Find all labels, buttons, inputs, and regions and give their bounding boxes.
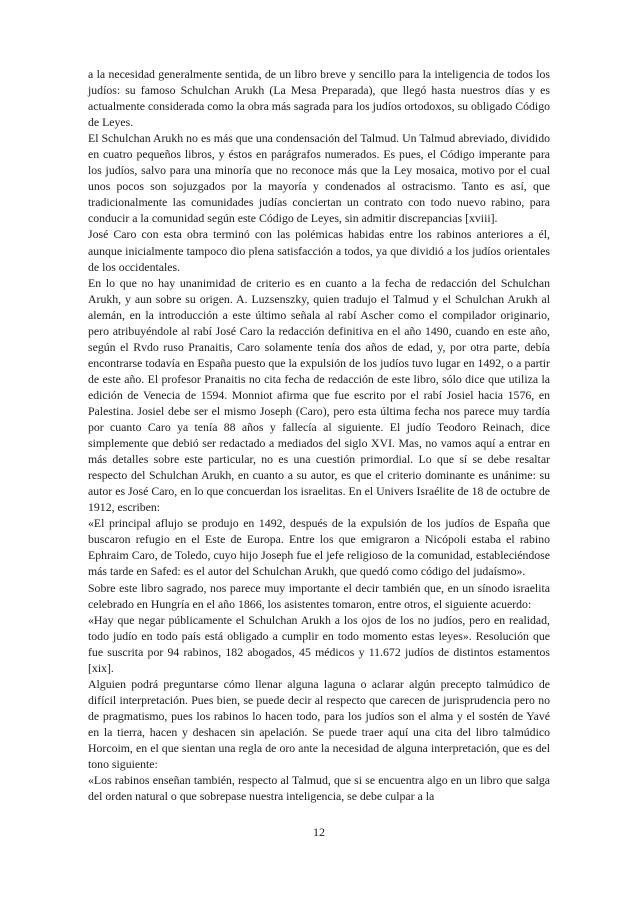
paragraph-1: a la necesidad generalmente sentida, de un libro breve y sencillo para la inteligencia de todos los judíos: su famoso Schulchan Arukh (La Mesa Preparada), que llegó hasta nuestros días y es actualmente considerada como la obra más sagrada para los judíos ortodoxos, su obligado Código de Leyes. — [88, 67, 550, 130]
paragraph-5: Sobre este libro sagrado, nos parece muy importante el decir también que, en un sínodo israelita celebrado en Hungría en el año 1866, los asistentes tomaron, entre otros, el siguiente acuerdo: — [88, 580, 550, 611]
quote-paragraph-2: «Hay que negar públicamente el Schulchan Arukh a los ojos de los no judíos, pero en realidad, todo judío en todo país está obligado a cumplir en todo momento estas leyes». Resolución que fue suscrita por 94 rabinos, 182 abogados, 45 médicos y 11.672 judíos de distintos estamentos [xix]. — [88, 612, 550, 675]
quote-paragraph-3: «Los rabinos enseñan también, respecto al Talmud, que si se encuentra algo en un libro que salga del orden natural o que sobrepase nuestra inteligencia, se debe culpar a la — [88, 773, 550, 804]
quote-paragraph-1: «El principal aflujo se produjo en 1492, después de la expulsión de los judíos de España que buscaron refugio en el Este de Europa. Entre los que emigraron a Nicópoli estaba el rabino Ephraim Caro, de Toledo, cuyo hijo Joseph fue el jefe religioso de la comunidad, estableciéndose más tarde en Safed: es el autor del Schulchan Arukh, que quedó como código del judaísmo». — [88, 516, 550, 579]
paragraph-3: José Caro con esta obra terminó con las polémicas habidas entre los rabinos anteriores a él, aunque inicialmente tampoco dio plena satisfacción a todos, ya que dividió a los judíos orientales de los occidentales. — [88, 227, 550, 274]
body-text — [88, 66, 550, 804]
paragraph-2: El Schulchan Arukh no es más que una condensación del Talmud. Un Talmud abreviado, dividido en cuatro pequeños libros, y éstos en parágrafos numerados. Es pues, el Código imperante para los judíos, salvo para una minoría que no reconoce más que la Ley mosaica, motivo por el cual unos pocos son sojuzgados por la mayoría y condenados al ostracismo. Tanto es así, que tradicionalmente las comunidades judías conciertan un contrato con todo nuevo rabino, para conducir a la comunidad según este Código de Leyes, sin admitir discrepancias [xviii]. — [88, 131, 550, 226]
paragraph-4: En lo que no hay unanimidad de criterio es en cuanto a la fecha de redacción del Schulchan Arukh, y aun sobre su origen. A. Luzsenszky, quien tradujo el Talmud y el Schulchan Arukh al alemán, en la introducción a este último señala al rabí Ascher como el compilador originario, pero atribuyéndole al rabí José Caro la redacción definitiva en el año 1490, cuando en este año, según el Rvdo ruso Pranaitis, Caro solamente tenía dos años de edad, y, por otra parte, debía encontrarse todavía en España puesto que la expulsión de los judíos tuvo lugar en 1492, o a partir de este año. El profesor Pranaitis no cita fecha de redacción de este libro, sólo dice que utiliza la edición de Venecia de 1594. Monniot afirma que fue escrito por el rabí Josiel hacia 1576, en Palestina. Josiel debe ser el mismo Joseph (Caro), pero esta última fecha nos parece muy tardía por cuanto Caro ya tenía 88 años y fallecía al siguiente. El judío Teodoro Reinach, dice simplemente que debió ser redactado a mediados del siglo XVI. Mas, no vamos aquí a entrar en más detalles sobre este particular, no es una cuestión primordial. Lo que sí se debe resaltar respecto del Schulchan Arukh, en cuanto a su autor, es que el criterio dominante es unánime: su autor es José Caro, en lo que concuerdan los israelitas. En el Univers Israélite de 18 de octubre de 1912, escriben: — [88, 275, 550, 515]
page-number: 12 — [313, 825, 325, 839]
paragraph-6: Alguien podrá preguntarse cómo llenar alguna laguna o aclarar algún precepto talmúdico de difícil interpretación. Pues bien, se puede decir al respecto que carecen de jurisprudencia pero no de pragmatismo, pues los rabinos lo hacen todo, para los judíos son el alma y el sostén de Yavé en la tierra, hacen y deshacen sin apelación. Se puede traer aquí una cita del libro talmúdico Horcoim, en el que sientan una regla de oro ante la necesidad de alguna interpretación, que es del tono siguiente: — [88, 676, 550, 772]
